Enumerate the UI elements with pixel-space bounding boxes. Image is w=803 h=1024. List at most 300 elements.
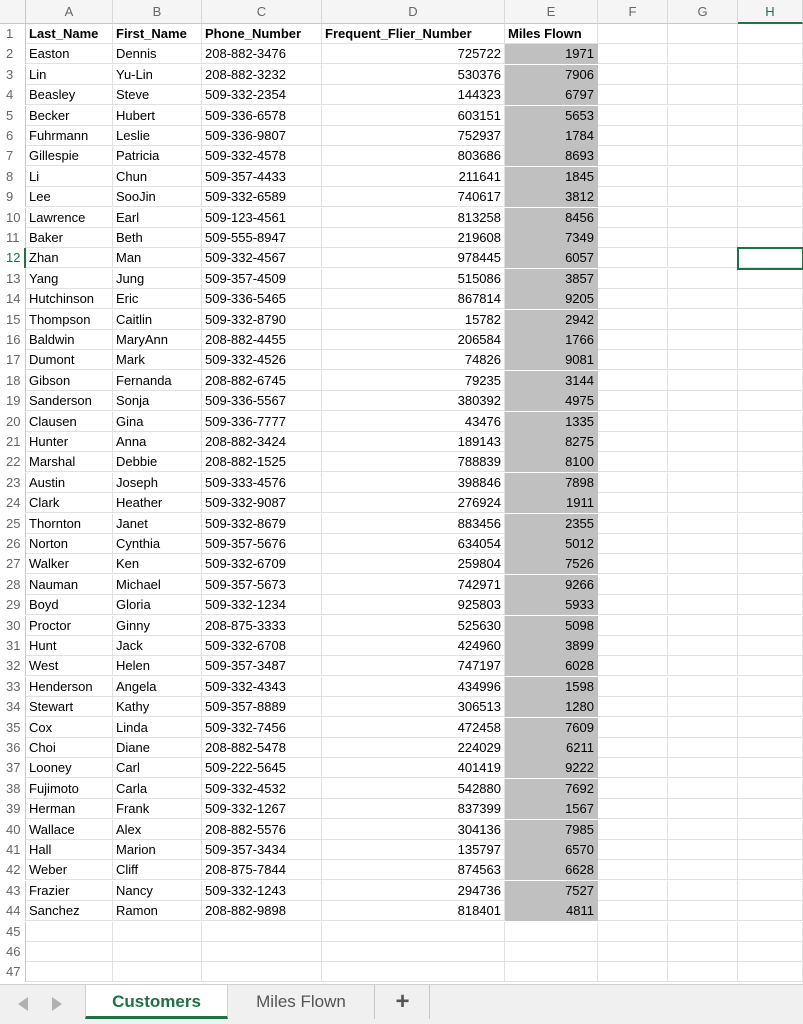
table-cell[interactable]: Thornton: [26, 514, 113, 534]
table-cell[interactable]: Sanderson: [26, 391, 113, 411]
table-cell[interactable]: Ginny: [113, 616, 202, 636]
empty-cell[interactable]: [738, 840, 803, 860]
table-cell[interactable]: 925803: [322, 595, 505, 615]
table-cell[interactable]: 7906: [505, 65, 598, 85]
table-cell[interactable]: Dennis: [113, 44, 202, 64]
table-cell[interactable]: Lee: [26, 187, 113, 207]
table-cell[interactable]: 7526: [505, 554, 598, 574]
empty-cell[interactable]: [668, 922, 738, 942]
empty-cell[interactable]: [668, 514, 738, 534]
table-cell[interactable]: 8693: [505, 146, 598, 166]
empty-cell[interactable]: [598, 493, 668, 513]
row-header[interactable]: 44: [0, 901, 26, 921]
table-cell[interactable]: 509-332-9087: [202, 493, 322, 513]
table-cell[interactable]: 1335: [505, 412, 598, 432]
table-cell[interactable]: 1911: [505, 493, 598, 513]
table-cell[interactable]: 472458: [322, 718, 505, 738]
table-cell[interactable]: 8456: [505, 208, 598, 228]
row-header[interactable]: 12: [0, 248, 26, 268]
row-header[interactable]: 5: [0, 106, 26, 126]
table-cell[interactable]: 525630: [322, 616, 505, 636]
table-cell[interactable]: 742971: [322, 575, 505, 595]
empty-cell[interactable]: [738, 187, 803, 207]
table-cell[interactable]: 1971: [505, 44, 598, 64]
table-cell[interactable]: 509-336-5567: [202, 391, 322, 411]
table-cell[interactable]: 509-336-7777: [202, 412, 322, 432]
table-cell[interactable]: 509-332-8679: [202, 514, 322, 534]
table-cell[interactable]: 509-555-8947: [202, 228, 322, 248]
table-cell[interactable]: 306513: [322, 697, 505, 717]
empty-cell[interactable]: [598, 942, 668, 962]
empty-cell[interactable]: [668, 228, 738, 248]
table-cell[interactable]: 2355: [505, 514, 598, 534]
table-cell[interactable]: Cynthia: [113, 534, 202, 554]
empty-cell[interactable]: [738, 942, 803, 962]
table-cell[interactable]: Jack: [113, 636, 202, 656]
empty-cell[interactable]: [668, 126, 738, 146]
table-cell[interactable]: 1784: [505, 126, 598, 146]
empty-cell[interactable]: [738, 779, 803, 799]
empty-cell[interactable]: [26, 922, 113, 942]
row-header[interactable]: 9: [0, 187, 26, 207]
row-header[interactable]: 20: [0, 412, 26, 432]
empty-cell[interactable]: [26, 962, 113, 982]
empty-cell[interactable]: [598, 65, 668, 85]
table-cell[interactable]: 304136: [322, 820, 505, 840]
empty-cell[interactable]: [668, 656, 738, 676]
row-header[interactable]: 23: [0, 473, 26, 493]
row-header[interactable]: 42: [0, 860, 26, 880]
empty-cell[interactable]: [598, 718, 668, 738]
table-cell[interactable]: West: [26, 656, 113, 676]
table-cell[interactable]: 208-882-1525: [202, 452, 322, 472]
table-cell[interactable]: 424960: [322, 636, 505, 656]
table-cell[interactable]: 9205: [505, 289, 598, 309]
empty-cell[interactable]: [738, 412, 803, 432]
empty-cell[interactable]: [738, 473, 803, 493]
empty-cell[interactable]: [738, 595, 803, 615]
table-cell[interactable]: 8275: [505, 432, 598, 452]
table-cell[interactable]: 7692: [505, 779, 598, 799]
table-cell[interactable]: MaryAnn: [113, 330, 202, 350]
row-header[interactable]: 22: [0, 452, 26, 472]
empty-cell[interactable]: [668, 269, 738, 289]
empty-cell[interactable]: [668, 452, 738, 472]
empty-cell[interactable]: [598, 922, 668, 942]
empty-cell[interactable]: [598, 452, 668, 472]
empty-cell[interactable]: [598, 350, 668, 370]
empty-cell[interactable]: [738, 697, 803, 717]
empty-cell[interactable]: [738, 126, 803, 146]
table-cell[interactable]: Diane: [113, 738, 202, 758]
table-cell[interactable]: Joseph: [113, 473, 202, 493]
empty-cell[interactable]: [668, 616, 738, 636]
row-header[interactable]: 27: [0, 554, 26, 574]
table-cell[interactable]: Cliff: [113, 860, 202, 880]
empty-cell[interactable]: [738, 514, 803, 534]
empty-cell[interactable]: [738, 330, 803, 350]
row-header[interactable]: 38: [0, 779, 26, 799]
table-cell[interactable]: 4811: [505, 901, 598, 921]
empty-cell[interactable]: [598, 881, 668, 901]
empty-cell[interactable]: [668, 820, 738, 840]
table-cell[interactable]: 208-882-3476: [202, 44, 322, 64]
table-cell[interactable]: 803686: [322, 146, 505, 166]
table-cell[interactable]: 740617: [322, 187, 505, 207]
table-cell[interactable]: Debbie: [113, 452, 202, 472]
table-cell[interactable]: 9081: [505, 350, 598, 370]
empty-cell[interactable]: [668, 85, 738, 105]
column-header-h[interactable]: H: [738, 0, 803, 24]
next-sheet-icon[interactable]: [52, 997, 62, 1011]
empty-cell[interactable]: [598, 677, 668, 697]
empty-cell[interactable]: [668, 758, 738, 778]
empty-cell[interactable]: [668, 881, 738, 901]
empty-cell[interactable]: [598, 187, 668, 207]
table-cell[interactable]: Frazier: [26, 881, 113, 901]
table-cell[interactable]: 509-332-4526: [202, 350, 322, 370]
empty-cell[interactable]: [738, 269, 803, 289]
empty-cell[interactable]: [598, 330, 668, 350]
empty-cell[interactable]: [738, 575, 803, 595]
empty-cell[interactable]: [26, 942, 113, 962]
table-cell[interactable]: 509-332-2354: [202, 85, 322, 105]
empty-cell[interactable]: [113, 922, 202, 942]
row-header[interactable]: 13: [0, 269, 26, 289]
table-cell[interactable]: Steve: [113, 85, 202, 105]
table-cell[interactable]: 509-336-5465: [202, 289, 322, 309]
table-cell[interactable]: 788839: [322, 452, 505, 472]
empty-cell[interactable]: [598, 758, 668, 778]
empty-cell[interactable]: [668, 146, 738, 166]
row-header[interactable]: 17: [0, 350, 26, 370]
table-cell[interactable]: 208-875-3333: [202, 616, 322, 636]
table-cell[interactable]: 43476: [322, 412, 505, 432]
table-cell[interactable]: 818401: [322, 901, 505, 921]
empty-cell[interactable]: [598, 208, 668, 228]
table-cell[interactable]: Walker: [26, 554, 113, 574]
empty-cell[interactable]: [738, 616, 803, 636]
empty-cell[interactable]: [668, 636, 738, 656]
table-cell[interactable]: Ken: [113, 554, 202, 574]
row-header[interactable]: 40: [0, 820, 26, 840]
empty-cell[interactable]: [738, 350, 803, 370]
empty-cell[interactable]: [738, 432, 803, 452]
table-cell[interactable]: 1280: [505, 697, 598, 717]
empty-cell[interactable]: [505, 942, 598, 962]
table-cell[interactable]: Beasley: [26, 85, 113, 105]
table-cell[interactable]: 883456: [322, 514, 505, 534]
table-cell[interactable]: 3144: [505, 371, 598, 391]
row-header[interactable]: 35: [0, 718, 26, 738]
row-header[interactable]: 37: [0, 758, 26, 778]
table-cell[interactable]: 509-336-6578: [202, 106, 322, 126]
empty-cell[interactable]: [668, 44, 738, 64]
table-cell[interactable]: 509-357-4433: [202, 167, 322, 187]
table-cell[interactable]: SooJin: [113, 187, 202, 207]
row-header[interactable]: 11: [0, 228, 26, 248]
empty-cell[interactable]: [598, 44, 668, 64]
table-cell[interactable]: 509-332-1267: [202, 799, 322, 819]
table-cell[interactable]: 509-332-4532: [202, 779, 322, 799]
row-header[interactable]: 39: [0, 799, 26, 819]
table-cell[interactable]: 6057: [505, 248, 598, 268]
empty-cell[interactable]: [598, 840, 668, 860]
table-cell[interactable]: Hunter: [26, 432, 113, 452]
empty-cell[interactable]: [668, 65, 738, 85]
table-cell[interactable]: 978445: [322, 248, 505, 268]
table-cell[interactable]: Janet: [113, 514, 202, 534]
table-cell[interactable]: Gina: [113, 412, 202, 432]
row-header[interactable]: 16: [0, 330, 26, 350]
empty-cell[interactable]: [598, 106, 668, 126]
table-cell[interactable]: 509-357-3434: [202, 840, 322, 860]
table-cell[interactable]: Hall: [26, 840, 113, 860]
table-cell[interactable]: Austin: [26, 473, 113, 493]
column-header-b[interactable]: B: [113, 0, 202, 24]
table-cell[interactable]: 276924: [322, 493, 505, 513]
empty-cell[interactable]: [668, 779, 738, 799]
row-header[interactable]: 26: [0, 534, 26, 554]
row-header[interactable]: 46: [0, 942, 26, 962]
empty-cell[interactable]: [738, 636, 803, 656]
header-cell[interactable]: First_Name: [113, 24, 202, 44]
row-header[interactable]: 2: [0, 44, 26, 64]
table-cell[interactable]: Marion: [113, 840, 202, 860]
empty-cell[interactable]: [598, 636, 668, 656]
table-cell[interactable]: 509-332-6589: [202, 187, 322, 207]
table-cell[interactable]: 208-882-9898: [202, 901, 322, 921]
table-cell[interactable]: Beth: [113, 228, 202, 248]
empty-cell[interactable]: [202, 942, 322, 962]
table-cell[interactable]: Boyd: [26, 595, 113, 615]
empty-cell[interactable]: [738, 493, 803, 513]
empty-cell[interactable]: [738, 289, 803, 309]
table-cell[interactable]: Baldwin: [26, 330, 113, 350]
row-header[interactable]: 1: [0, 24, 26, 44]
empty-cell[interactable]: [738, 860, 803, 880]
row-header[interactable]: 32: [0, 656, 26, 676]
table-cell[interactable]: Heather: [113, 493, 202, 513]
table-cell[interactable]: 509-332-4567: [202, 248, 322, 268]
empty-cell[interactable]: [668, 167, 738, 187]
table-cell[interactable]: 144323: [322, 85, 505, 105]
row-header[interactable]: 45: [0, 922, 26, 942]
table-cell[interactable]: 9266: [505, 575, 598, 595]
empty-cell[interactable]: [598, 167, 668, 187]
table-cell[interactable]: Helen: [113, 656, 202, 676]
table-cell[interactable]: 813258: [322, 208, 505, 228]
row-header[interactable]: 14: [0, 289, 26, 309]
table-cell[interactable]: 211641: [322, 167, 505, 187]
table-cell[interactable]: Anna: [113, 432, 202, 452]
empty-cell[interactable]: [668, 350, 738, 370]
table-cell[interactable]: 509-357-5673: [202, 575, 322, 595]
empty-cell[interactable]: [598, 534, 668, 554]
table-cell[interactable]: Sanchez: [26, 901, 113, 921]
table-cell[interactable]: Norton: [26, 534, 113, 554]
empty-cell[interactable]: [598, 289, 668, 309]
table-cell[interactable]: 219608: [322, 228, 505, 248]
empty-cell[interactable]: [738, 65, 803, 85]
table-cell[interactable]: 6797: [505, 85, 598, 105]
row-header[interactable]: 30: [0, 616, 26, 636]
table-cell[interactable]: 79235: [322, 371, 505, 391]
table-cell[interactable]: 509-332-4578: [202, 146, 322, 166]
table-cell[interactable]: 6628: [505, 860, 598, 880]
empty-cell[interactable]: [668, 534, 738, 554]
row-header[interactable]: 10: [0, 208, 26, 228]
table-cell[interactable]: 9222: [505, 758, 598, 778]
table-cell[interactable]: 208-882-3424: [202, 432, 322, 452]
table-cell[interactable]: Chun: [113, 167, 202, 187]
empty-cell[interactable]: [598, 962, 668, 982]
table-cell[interactable]: Man: [113, 248, 202, 268]
empty-cell[interactable]: [668, 24, 738, 44]
empty-cell[interactable]: [738, 371, 803, 391]
table-cell[interactable]: 15782: [322, 310, 505, 330]
table-cell[interactable]: Yang: [26, 269, 113, 289]
empty-cell[interactable]: [738, 677, 803, 697]
empty-cell[interactable]: [668, 962, 738, 982]
table-cell[interactable]: Proctor: [26, 616, 113, 636]
empty-cell[interactable]: [598, 860, 668, 880]
empty-cell[interactable]: [738, 228, 803, 248]
row-header[interactable]: 41: [0, 840, 26, 860]
table-cell[interactable]: 837399: [322, 799, 505, 819]
table-cell[interactable]: Wallace: [26, 820, 113, 840]
empty-cell[interactable]: [668, 310, 738, 330]
table-cell[interactable]: Gloria: [113, 595, 202, 615]
table-cell[interactable]: 135797: [322, 840, 505, 860]
column-header-a[interactable]: A: [26, 0, 113, 24]
empty-cell[interactable]: [738, 881, 803, 901]
table-cell[interactable]: 189143: [322, 432, 505, 452]
empty-cell[interactable]: [668, 718, 738, 738]
empty-cell[interactable]: [668, 391, 738, 411]
table-cell[interactable]: Herman: [26, 799, 113, 819]
table-cell[interactable]: Li: [26, 167, 113, 187]
empty-cell[interactable]: [322, 962, 505, 982]
header-cell[interactable]: Frequent_Flier_Number: [322, 24, 505, 44]
table-cell[interactable]: Hutchinson: [26, 289, 113, 309]
empty-cell[interactable]: [668, 595, 738, 615]
empty-cell[interactable]: [668, 371, 738, 391]
row-header[interactable]: 19: [0, 391, 26, 411]
column-header-d[interactable]: D: [322, 0, 505, 24]
empty-cell[interactable]: [668, 799, 738, 819]
empty-cell[interactable]: [738, 85, 803, 105]
empty-cell[interactable]: [505, 922, 598, 942]
select-all-corner[interactable]: [0, 0, 26, 24]
row-header[interactable]: 4: [0, 85, 26, 105]
row-header[interactable]: 7: [0, 146, 26, 166]
empty-cell[interactable]: [668, 289, 738, 309]
table-cell[interactable]: 5012: [505, 534, 598, 554]
table-cell[interactable]: 4975: [505, 391, 598, 411]
empty-cell[interactable]: [668, 942, 738, 962]
empty-cell[interactable]: [738, 758, 803, 778]
empty-cell[interactable]: [598, 412, 668, 432]
table-cell[interactable]: Earl: [113, 208, 202, 228]
table-cell[interactable]: 509-332-1243: [202, 881, 322, 901]
empty-cell[interactable]: [598, 391, 668, 411]
table-cell[interactable]: Angela: [113, 677, 202, 697]
table-cell[interactable]: Leslie: [113, 126, 202, 146]
empty-cell[interactable]: [738, 44, 803, 64]
table-cell[interactable]: 509-333-4576: [202, 473, 322, 493]
empty-cell[interactable]: [668, 208, 738, 228]
table-cell[interactable]: 6028: [505, 656, 598, 676]
table-cell[interactable]: 725722: [322, 44, 505, 64]
table-cell[interactable]: 509-357-8889: [202, 697, 322, 717]
table-cell[interactable]: 509-357-5676: [202, 534, 322, 554]
empty-cell[interactable]: [598, 228, 668, 248]
table-cell[interactable]: 542880: [322, 779, 505, 799]
add-sheet-button[interactable]: +: [376, 985, 430, 1019]
row-header[interactable]: 28: [0, 575, 26, 595]
empty-cell[interactable]: [598, 248, 668, 268]
table-cell[interactable]: Fernanda: [113, 371, 202, 391]
table-cell[interactable]: Dumont: [26, 350, 113, 370]
empty-cell[interactable]: [598, 371, 668, 391]
empty-cell[interactable]: [668, 187, 738, 207]
table-cell[interactable]: 509-222-5645: [202, 758, 322, 778]
empty-cell[interactable]: [598, 738, 668, 758]
row-header[interactable]: 36: [0, 738, 26, 758]
column-header-f[interactable]: F: [598, 0, 668, 24]
empty-cell[interactable]: [598, 310, 668, 330]
empty-cell[interactable]: [668, 860, 738, 880]
table-cell[interactable]: Carla: [113, 779, 202, 799]
row-header[interactable]: 47: [0, 962, 26, 982]
empty-cell[interactable]: [598, 146, 668, 166]
table-cell[interactable]: Mark: [113, 350, 202, 370]
row-header[interactable]: 18: [0, 371, 26, 391]
table-cell[interactable]: Carl: [113, 758, 202, 778]
table-cell[interactable]: 634054: [322, 534, 505, 554]
table-cell[interactable]: 509-357-4509: [202, 269, 322, 289]
empty-cell[interactable]: [598, 514, 668, 534]
empty-cell[interactable]: [668, 412, 738, 432]
table-cell[interactable]: 380392: [322, 391, 505, 411]
table-cell[interactable]: 7609: [505, 718, 598, 738]
table-cell[interactable]: Fujimoto: [26, 779, 113, 799]
table-cell[interactable]: 509-332-1234: [202, 595, 322, 615]
row-header[interactable]: 33: [0, 677, 26, 697]
row-header[interactable]: 24: [0, 493, 26, 513]
table-cell[interactable]: Ramon: [113, 901, 202, 921]
table-cell[interactable]: 208-882-6745: [202, 371, 322, 391]
empty-cell[interactable]: [505, 962, 598, 982]
empty-cell[interactable]: [668, 554, 738, 574]
empty-cell[interactable]: [322, 922, 505, 942]
table-cell[interactable]: 1598: [505, 677, 598, 697]
empty-cell[interactable]: [738, 962, 803, 982]
empty-cell[interactable]: [113, 942, 202, 962]
empty-cell[interactable]: [598, 697, 668, 717]
tab-customers[interactable]: Customers: [85, 985, 228, 1019]
empty-cell[interactable]: [598, 799, 668, 819]
table-cell[interactable]: 5098: [505, 616, 598, 636]
table-cell[interactable]: 1567: [505, 799, 598, 819]
table-cell[interactable]: Looney: [26, 758, 113, 778]
empty-cell[interactable]: [738, 208, 803, 228]
empty-cell[interactable]: [598, 554, 668, 574]
empty-cell[interactable]: [322, 942, 505, 962]
empty-cell[interactable]: [598, 473, 668, 493]
table-cell[interactable]: Zhan: [26, 248, 113, 268]
